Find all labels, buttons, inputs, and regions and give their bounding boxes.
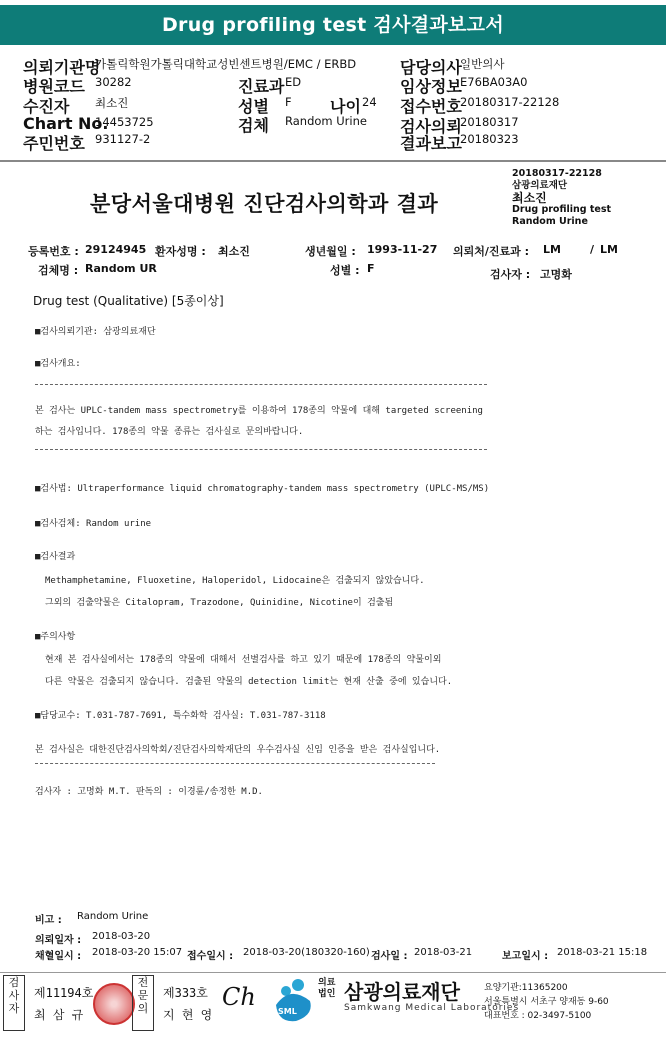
report-title: Drug profiling test 검사결과보고서: [0, 5, 666, 45]
seal-icon: [93, 983, 135, 1025]
report-sex: F: [367, 262, 375, 275]
stamp-org: 삼광의료재단: [512, 180, 568, 191]
examiner-box: 검사자: [3, 975, 25, 1031]
result-report: 20180323: [460, 132, 519, 146]
hospital-code-label: 병원코드: [23, 77, 85, 96]
result-report-label: 결과보고: [400, 134, 462, 153]
sex-label: 성별: [238, 97, 269, 116]
age: 24: [362, 95, 377, 109]
age-label: 나이: [330, 97, 361, 116]
clinical-label: 임상정보: [400, 77, 462, 96]
stamp-number: 20180317-22128: [512, 168, 602, 179]
results-line-2: 그외의 검출약물은 Citalopram, Trazodone, Quinidine, Nicotine이 검출됨: [45, 598, 394, 608]
ref-sep: /: [590, 243, 595, 256]
clinical: E76BA03A0: [460, 75, 528, 89]
dashed-divider: [35, 763, 435, 764]
sex: F: [285, 95, 292, 109]
report-time-label: 보고일시 :: [502, 951, 549, 962]
report-time: 2018-03-21 15:18: [557, 947, 648, 958]
patient: 최소진: [95, 96, 129, 110]
dept: ED: [285, 75, 302, 89]
brand-english: Samkwang Medical Laboratories: [344, 1003, 520, 1013]
report-sex-label: 성별 :: [330, 264, 360, 277]
certification-note: 본 검사실은 대한진단검사의학회/진단검사의학재단의 우수검사실 신임 인증을 받은 검사실입니다.: [35, 745, 441, 755]
caution-line-1: 현재 본 검사실에서는 178종의 약물에 대해서 선별검사를 하고 있기 때문에 178종의 약물이외: [45, 655, 442, 665]
section-overview: ■검사개요:: [35, 359, 81, 369]
examiner-name: 최 삼 규: [34, 1008, 84, 1022]
receipt-label: 접수번호: [400, 97, 462, 116]
id-label: 주민번호: [23, 134, 85, 153]
stamp-test: Drug profiling test: [512, 204, 612, 215]
dob: 1993-11-27: [367, 243, 438, 256]
examiner-license: 제11194호: [34, 986, 94, 1000]
specimen-name-label: 검체명 :: [38, 264, 79, 277]
specimen-name: Random UR: [85, 262, 157, 275]
request-org-label: 의뢰기관명: [23, 58, 101, 77]
request-org: 가톨릭학원가톨릭대학교성빈센트병원/EMC / ERBD: [95, 57, 357, 71]
ref-dept-2: LM: [600, 243, 618, 256]
section-results: ■검사결과: [35, 552, 76, 562]
logo-abbr: SML: [278, 1007, 297, 1016]
stamp-specimen: Random Urine: [512, 216, 588, 227]
brand-legal: 의료법인: [318, 978, 336, 999]
chart-label: Chart No.: [23, 114, 109, 133]
dob-label: 생년월일 :: [305, 245, 356, 258]
phone: 대표번호 : 02-3497-5100: [484, 1011, 592, 1021]
section-request-org: ■검사의뢰기관: 삼광의료재단: [35, 327, 156, 337]
id-number: 931127-2: [95, 132, 151, 146]
address: 서울특별시 서초구 양재동 9-60: [484, 997, 609, 1007]
hospital-report-title: 분당서울대병원 진단검사의학과 결과: [90, 192, 439, 216]
stamp-patient: 최소진: [512, 191, 547, 205]
test-name: Drug test (Qualitative) [5종이상]: [33, 294, 224, 308]
receive-label: 접수일시 :: [187, 951, 234, 962]
chart: 14453725: [95, 115, 154, 129]
divider: [0, 160, 666, 162]
remark: Random Urine: [77, 911, 149, 922]
request-date-label: 의뢰일자 :: [35, 935, 82, 946]
collect-time: 2018-03-20 15:07: [92, 947, 183, 958]
doctor: 일반의사: [460, 57, 505, 71]
reg-number: 29124945: [85, 243, 147, 256]
receipt: 20180317-22128: [460, 95, 560, 109]
ref-label: 의뢰처/진료과 :: [453, 245, 530, 258]
test-date-label: 검사일 :: [371, 951, 408, 962]
receive-time: 2018-03-20(180320-160): [243, 947, 370, 958]
section-specimen: ■검사검체: Random urine: [35, 519, 152, 529]
examiner-label: 검사자 :: [490, 268, 531, 281]
dashed-divider: [35, 384, 487, 385]
overview-line-1: 본 검사는 UPLC-tandem mass spectrometry를 이용하여 178종의 약물에 대해 targeted screening: [35, 406, 483, 416]
patient-name-label: 환자성명 :: [155, 245, 206, 258]
specimen: Random Urine: [285, 114, 367, 128]
section-contact: ■담당교수: T.031-787-7691, 특수화학 검사실: T.031-787-3118: [35, 711, 326, 721]
request-date: 2018-03-20: [92, 931, 151, 942]
dept-label: 진료과: [238, 77, 285, 96]
examiner: 고명화: [540, 268, 572, 281]
specimen-label: 검체: [238, 116, 269, 135]
specialist-license: 제333호: [163, 986, 208, 1000]
patient-name: 최소진: [218, 245, 250, 258]
report-stamp: [512, 168, 611, 228]
signature: Ch: [222, 983, 256, 1011]
collect-label: 채혈일시 :: [35, 951, 82, 962]
patient-label: 수진자: [23, 97, 70, 116]
section-caution: ■주의사항: [35, 632, 76, 642]
sign-line: 검사자 : 고명화 M.T. 판독의 : 이경륜/송정한 M.D.: [35, 787, 263, 797]
reg-label: 등록번호 :: [28, 245, 79, 258]
dashed-divider: [35, 449, 487, 450]
section-method: ■검사법: Ultraperformance liquid chromatography-tandem mass spectrometry (UPLC-MS/MS): [35, 484, 490, 494]
brand-name: 삼광의료재단: [344, 980, 460, 1004]
test-date: 2018-03-21: [414, 947, 473, 958]
overview-line-2: 하는 검사입니다. 178종의 약물 종류는 검사실로 문의바랍니다.: [35, 427, 304, 437]
caution-line-2: 다른 약물은 검출되지 않습니다. 검출된 약물의 detection limit는 현재 산출 중에 있습니다.: [45, 677, 453, 687]
results-line-1: Methamphetamine, Fluoxetine, Haloperidol, Lidocaine은 검출되지 않았습니다.: [45, 576, 425, 586]
test-request-label: 검사의뢰: [400, 117, 462, 136]
sml-logo-icon: [270, 975, 316, 1031]
hospital-code: 30282: [95, 75, 132, 89]
specialist-box: 전문의: [132, 975, 154, 1031]
doctor-label: 담당의사: [400, 58, 462, 77]
specialist-name: 지 현 영: [163, 1008, 213, 1022]
test-request: 20180317: [460, 115, 519, 129]
remark-label: 비고 :: [35, 915, 62, 926]
institution-code: 요양기관:11365200: [484, 983, 568, 993]
ref-dept-1: LM: [543, 243, 561, 256]
